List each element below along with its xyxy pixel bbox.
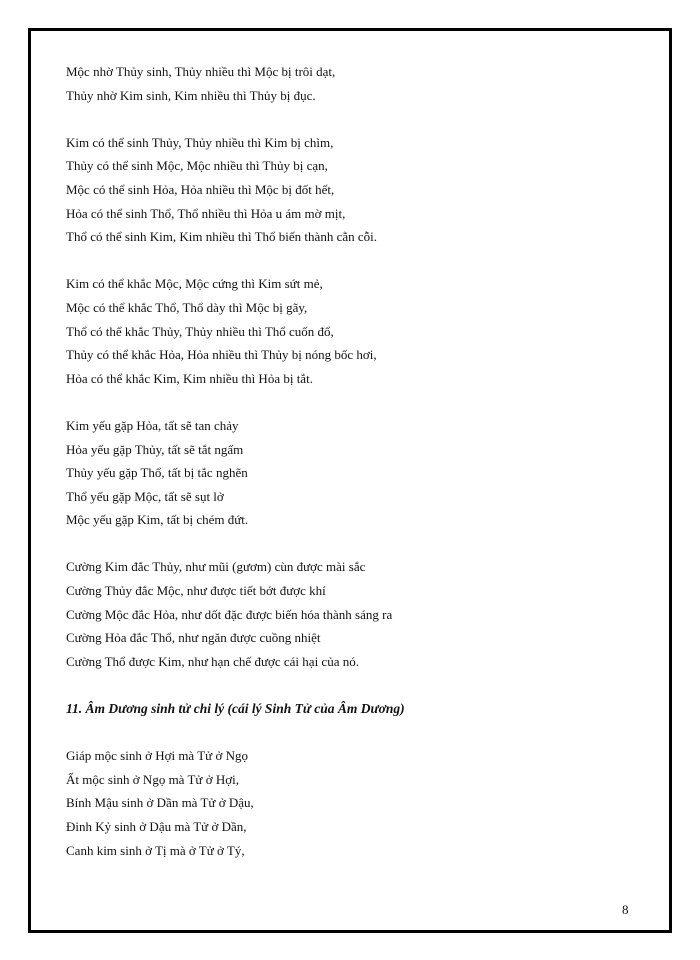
text-line: Hỏa có thể khắc Kim, Kim nhiều thì Hỏa bị tắt. — [66, 370, 313, 386]
text-line: Giáp mộc sinh ở Hợi mà Tử ở Ngọ — [66, 748, 248, 764]
paragraph-strong — [66, 555, 646, 673]
text-line: Cường Thủy đắc Mộc, như được tiết bớt được khí — [66, 583, 326, 599]
text-line: Mộc yếu gặp Kim, tất bị chém đứt. — [66, 512, 249, 528]
text-line: Mộc có thể khắc Thổ, Thổ dày thì Mộc bị gãy, — [66, 299, 308, 315]
section-heading: 11. Âm Dương sinh tử chi lý (cái lý Sinh Tử của Âm Dương) — [66, 701, 405, 717]
text-line: Kim có thể khắc Mộc, Mộc cứng thì Kim sứt mẻ, — [66, 276, 323, 292]
text-line: Mộc có thể sinh Hỏa, Hỏa nhiều thì Mộc bị đốt hết, — [66, 181, 335, 197]
text-line: Hỏa yếu gặp Thủy, tất sẽ tắt ngấm — [66, 441, 244, 457]
text-line: Thủy có thể sinh Mộc, Mộc nhiều thì Thủy bị cạn, — [66, 158, 328, 174]
paragraph-gap — [66, 673, 646, 697]
text-line: Thổ có thể khắc Thủy, Thủy nhiều thì Thổ cuốn đổ, — [66, 323, 334, 339]
text-line: Mộc nhờ Thủy sinh, Thủy nhiều thì Mộc bị trôi dạt, — [66, 64, 336, 79]
text-line: Bính Mậu sinh ở Dần mà Tử ở Dậu, — [66, 795, 254, 811]
text-line: Kim có thể sinh Thủy, Thủy nhiều thì Kim bị chìm, — [66, 134, 334, 150]
text-line: Cường Hỏa đắc Thổ, như ngăn được cuồng nhiệt — [66, 630, 321, 646]
text-line: Ất mộc sinh ở Ngọ mà Tử ở Hợi, — [66, 771, 239, 787]
paragraph-gap — [66, 107, 646, 131]
text-line: Thủy nhờ Kim sinh, Kim nhiều thì Thủy bị đục. — [66, 87, 316, 103]
paragraph-generating — [66, 131, 646, 249]
paragraph-gap — [66, 532, 646, 556]
text-line: Hỏa có thể sinh Thổ, Thổ nhiều thì Hỏa u ám mờ mịt, — [66, 205, 346, 221]
paragraph-gap — [66, 249, 646, 273]
text-line: Cường Kim đắc Thủy, như mũi (gươm) cùn được mài sắc — [66, 559, 366, 575]
paragraph-overcoming — [66, 272, 646, 390]
paragraph-weak — [66, 414, 646, 532]
text-line: Thổ yếu gặp Mộc, tất sẽ sụt lở — [66, 488, 224, 504]
paragraph-yin-yang — [66, 744, 646, 862]
text-line: Kim yếu gặp Hỏa, tất sẽ tan chảy — [66, 417, 239, 433]
page-content — [66, 60, 646, 862]
text-line: Thủy yếu gặp Thổ, tất bị tắc nghẽn — [66, 465, 248, 481]
text-line: Đinh Kỷ sinh ở Dậu mà Tử ở Dần, — [66, 819, 247, 834]
text-line: Thổ có thể sinh Kim, Kim nhiều thì Thổ biến thành cằn cỗi. — [66, 229, 377, 245]
text-line: Cường Thổ được Kim, như hạn chế được cái hại của nó. — [66, 653, 359, 669]
paragraph-gap — [66, 721, 646, 745]
paragraph-water-wood — [66, 60, 646, 107]
text-line: Thủy có thể khắc Hỏa, Hỏa nhiều thì Thủy bị nóng bốc hơi, — [66, 347, 377, 363]
page-number: 8 — [622, 902, 629, 917]
text-line: Canh kim sinh ở Tị mà ở Tử ở Tý, — [66, 842, 245, 858]
paragraph-gap — [66, 390, 646, 414]
text-line: Cường Mộc đắc Hỏa, như dốt đặc được biến hóa thành sáng ra — [66, 606, 393, 622]
